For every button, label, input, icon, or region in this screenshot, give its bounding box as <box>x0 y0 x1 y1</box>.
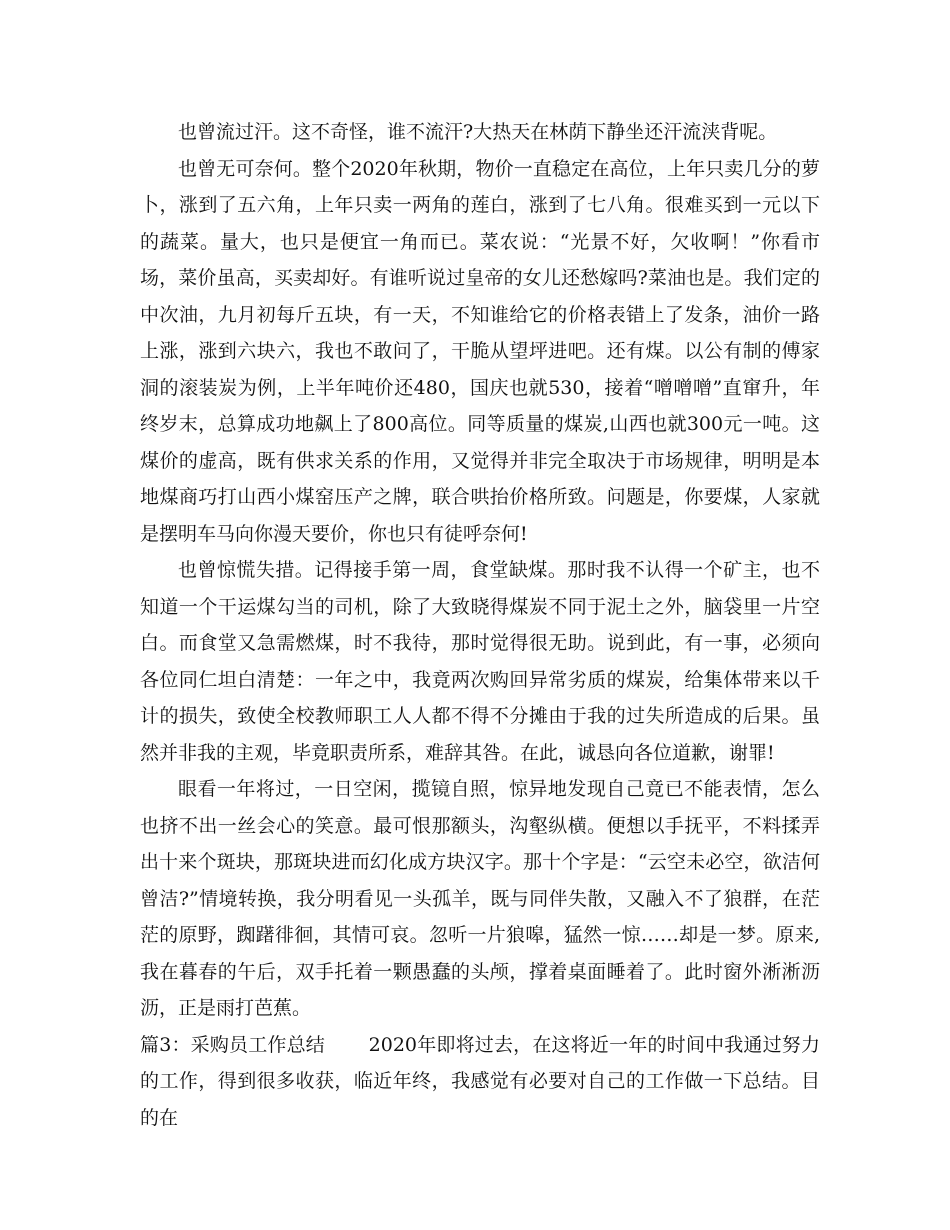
document-body <box>140 114 820 1136</box>
section-3-paragraph <box>140 1027 820 1137</box>
paragraph-helpless: 也曾无可奈何。整个2020年秋期，物价一直稳定在高位，上年只卖几分的萝卜，涨到了五六角，上年只卖一两角的莲白，涨到了七八角。很难买到一元以下的蔬菜。量大，也只是便宜一角而已。菜农说：“光景不好，欠收啊！”你看市场，菜价虽高，买卖却好。有谁听说过皇帝的女儿还愁嫁吗?菜油也是。我们定的中次油，九月初每斤五块，有一天，不知谁给它的价格表错上了发条，油价一路上涨，涨到六块六，我也不敢问了，干脆从望坪进吧。还有煤。以公有制的傅家洞的滚装炭为例，上半年吨价还480，国庆也就530，接着“噌噌噌”直窜升，年终岁末，总算成功地飙上了800高位。同等质量的煤炭,山西也就300元一吨。这煤价的虚高，既有供求关系的作用，又觉得并非完全取决于市场规律，明明是本地煤商巧打山西小煤窑压产之牌，联合哄抬价格所致。问题是，你要煤，人家就是摆明车马向你漫天要价，你也只有徒呼奈何! <box>140 157 820 545</box>
section-heading: 篇3：采购员工作总结 <box>140 1033 325 1056</box>
paragraph-panic: 也曾惊慌失措。记得接手第一周，食堂缺煤。那时我不认得一个矿主，也不知道一个干运煤勾当的司机，除了大致晓得煤炭不同于泥土之外，脑袋里一片空白。而食堂又急需燃煤，时不我待，那时觉得很无助。说到此，有一事，必须向各位同仁坦白清楚：一年之中，我竟两次购回异常劣质的煤炭，给集体带来以千计的损失，致使全校教师职工人人都不得不分摊由于我的过失所造成的后果。虽然并非我的主观，毕竟职责所系，难辞其咎。在此，诚恳向各位道歉，谢罪! <box>140 559 820 764</box>
paragraph-sweat: 也曾流过汗。这不奇怪，谁不流汗?大热天在林荫下静坐还汗流浃背呢。 <box>178 121 778 143</box>
section-intro-text: 2020年即将过去，在这将近一年的时间中我通过努力的工作，得到很多收获，临近年终，我感觉有必要对自己的工作做一下总结。目的在 <box>140 1033 820 1129</box>
paragraph-reflection: 眼看一年将过，一日空闲，揽镜自照，惊异地发现自己竟已不能表情，怎么也挤不出一丝会心的笑意。最可恨那额头，沟壑纵横。便想以手抚平，不料揉弄出十来个斑块，那斑块进而幻化成方块汉字。那十个字是：“云空未必空，欲洁何曾洁?”情境转换，我分明看见一头孤羊，既与同伴失散，又融入不了狼群，在茫茫的原野，踟躇徘徊，其情可哀。忽听一片狼嗥，猛然一惊……却是一梦。原来,我在暮春的午后，双手托着一颗愚蠢的头颅，撑着桌面睡着了。此时窗外淅淅沥沥，正是雨打芭蕉。 <box>140 778 820 1019</box>
